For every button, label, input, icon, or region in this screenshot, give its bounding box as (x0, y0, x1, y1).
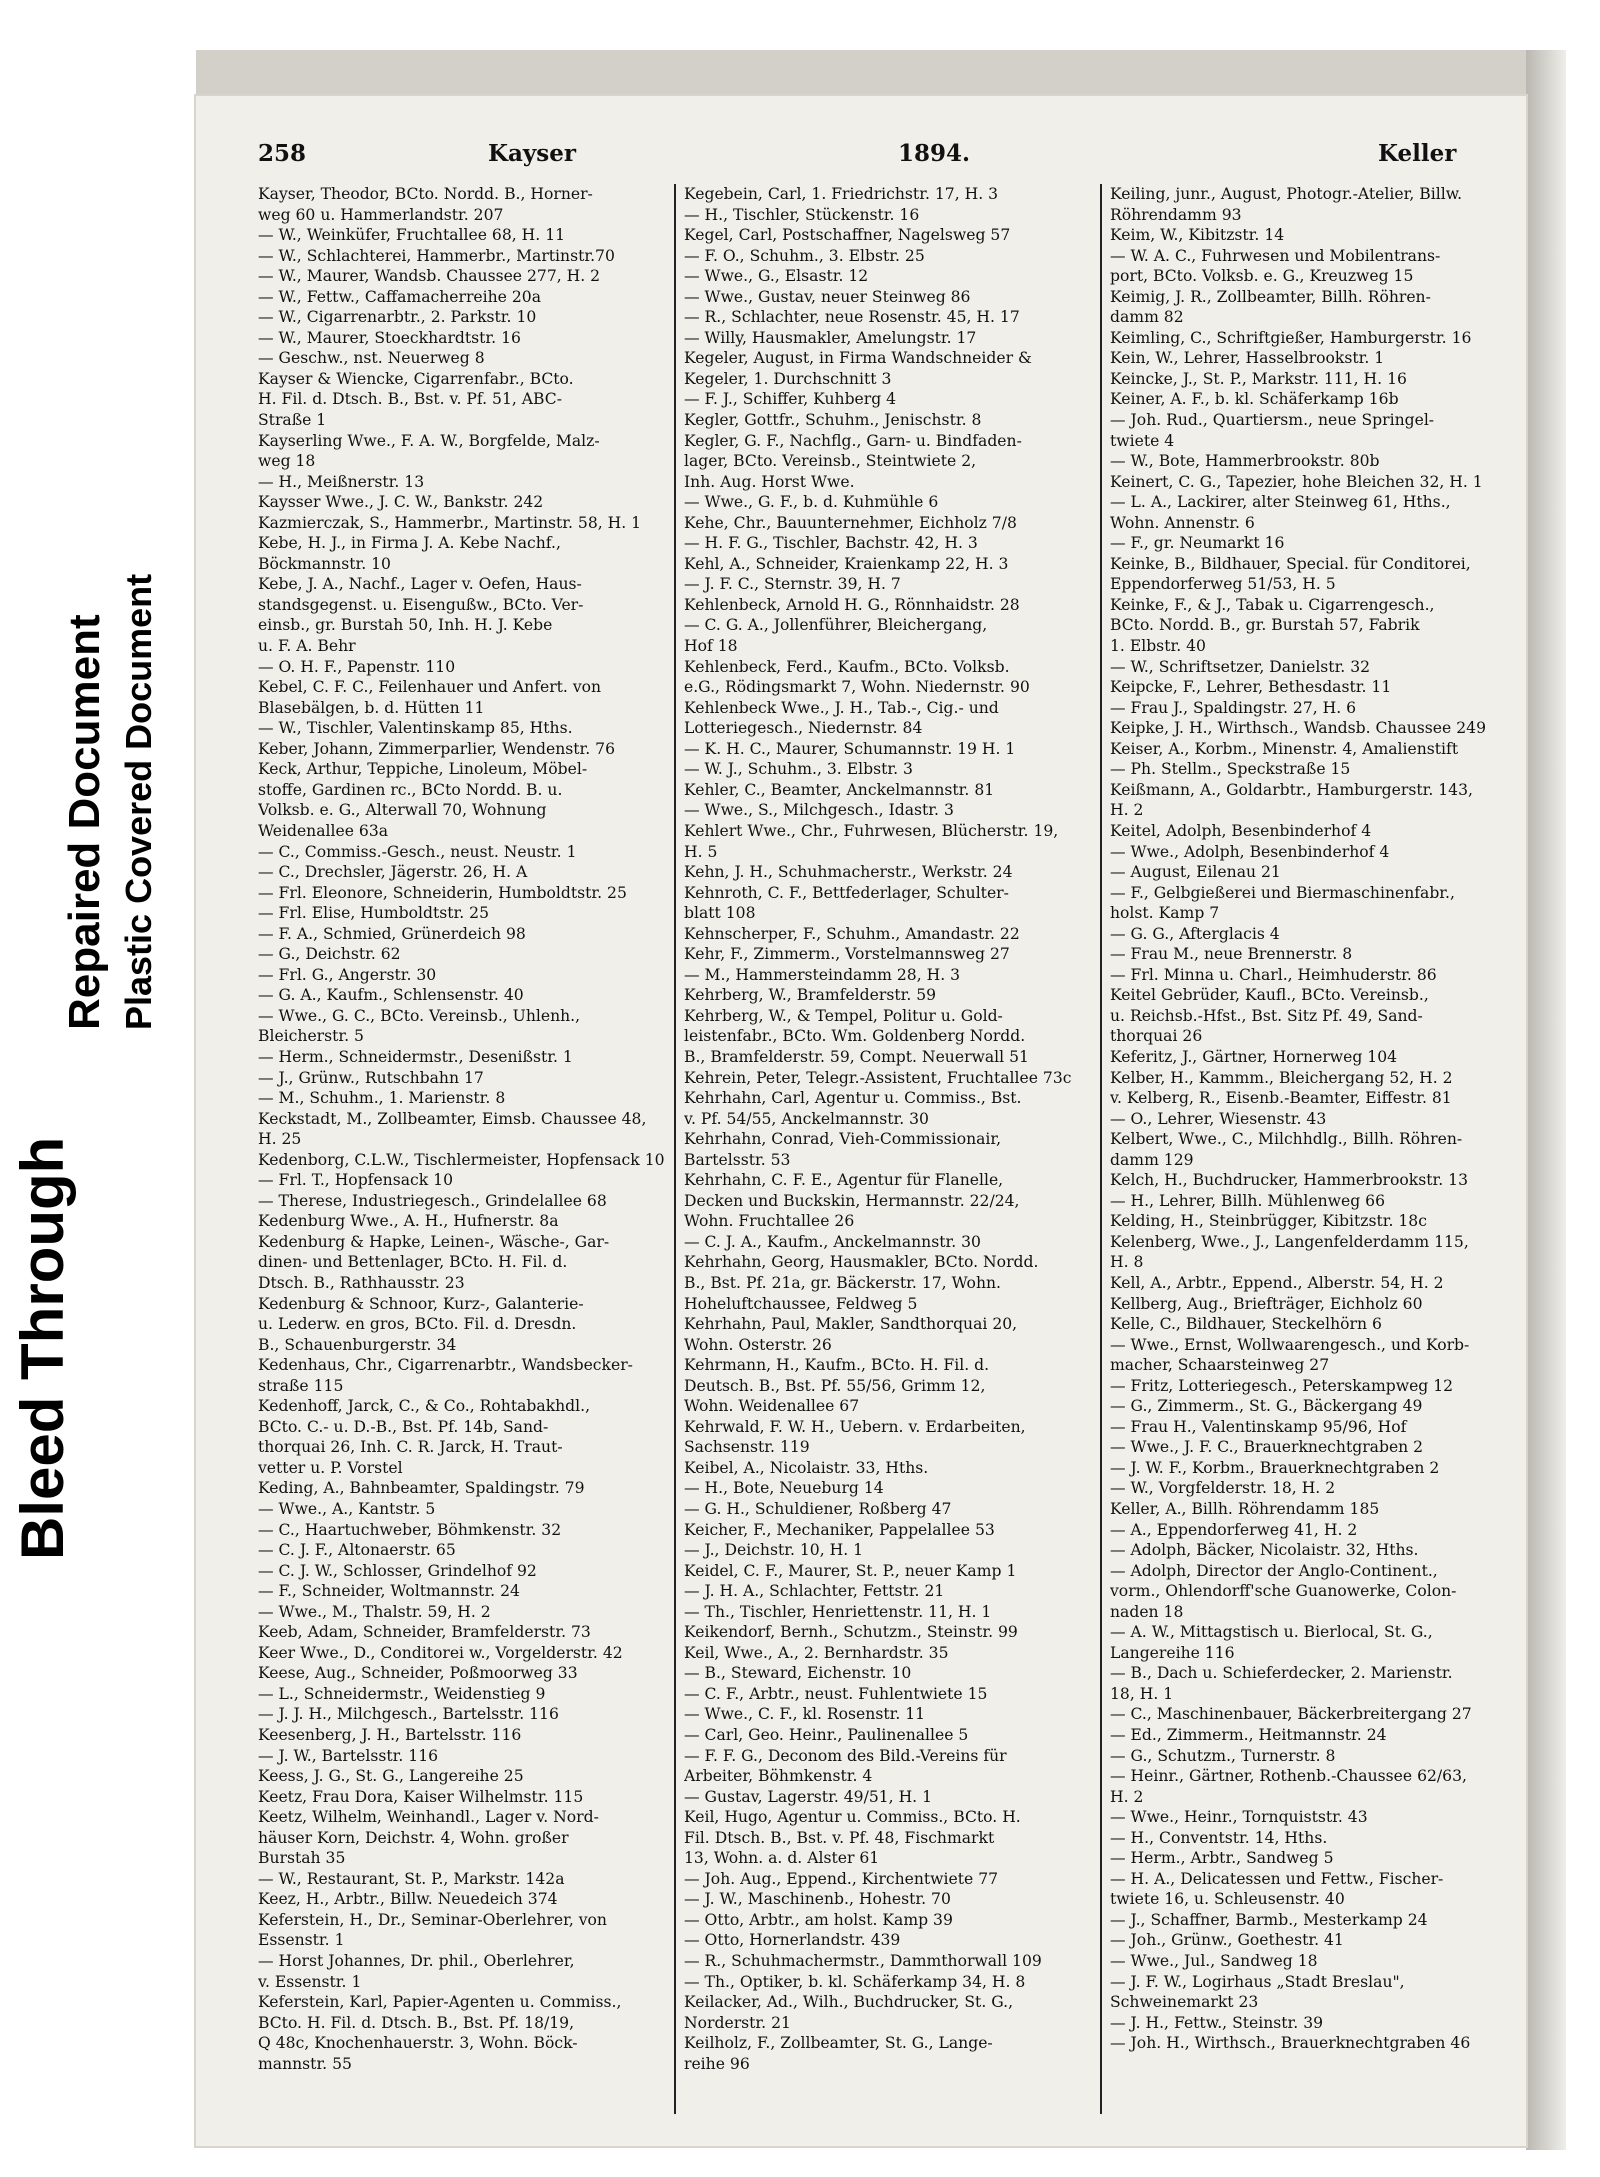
directory-entry-line: — W., Vorgfelderstr. 18, H. 2 (1110, 1479, 1336, 1498)
directory-entry-line: port, BCto. Volksb. e. G., Kreuzweg 15 (1110, 267, 1414, 286)
directory-entry-line: — J., Schaffner, Barmb., Mesterkamp 24 (1110, 1910, 1428, 1929)
directory-entry-line: lager, BCto. Vereinsb., Steintwiete 2, (684, 452, 977, 471)
directory-entry-line: leistenfabr., BCto. Wm. Goldenberg Nordd. (684, 1027, 1026, 1046)
directory-entry-line: — Adolph, Director der Anglo-Continent., (1110, 1561, 1438, 1580)
directory-entry-line: — Geschw., nst. Neuerweg 8 (258, 349, 485, 368)
directory-entry-line: — H., Lehrer, Billh. Mühlenweg 66 (1110, 1191, 1386, 1210)
directory-entry-line: Keding, A., Bahnbeamter, Spaldingstr. 79 (258, 1479, 585, 1498)
directory-entry-line: — Gustav, Lagerstr. 49/51, H. 1 (684, 1787, 933, 1806)
directory-entry-line: Keidel, C. F., Maurer, St. P., neuer Kamp 1 (684, 1561, 1017, 1580)
directory-entry-line: — R., Schlachter, neue Rosenstr. 45, H. 17 (684, 308, 1020, 327)
directory-entry-line: Kehrhahn, Conrad, Vieh-Commissionair, (684, 1130, 1002, 1149)
directory-entry-line: — Wwe., C. F., kl. Rosenstr. 11 (684, 1705, 926, 1724)
directory-entry-line: — W., Maurer, Stoeckhardtstr. 16 (258, 328, 521, 347)
directory-entry-line: Bleicherstr. 5 (258, 1027, 364, 1046)
column-divider (1100, 184, 1102, 2114)
directory-entry-line: — F., Schneider, Woltmannstr. 24 (258, 1582, 520, 1601)
directory-entry-line: — Otto, Hornerlandstr. 439 (684, 1931, 901, 1950)
directory-entry-line: Kebe, J. A., Nachf., Lager v. Oefen, Haus- (258, 575, 582, 594)
directory-entry-line: H. 8 (1110, 1253, 1144, 1272)
directory-entry-line: Keiner, A. F., b. kl. Schäferkamp 16b (1110, 390, 1399, 409)
directory-entry-line: Keinke, B., Bildhauer, Special. für Conditorei, (1110, 554, 1471, 573)
directory-entry-line: — Wwe., A., Kantstr. 5 (258, 1500, 436, 1518)
directory-entry-line: — G. H., Schuldiener, Roßberg 47 (684, 1500, 952, 1518)
directory-entry-line: — Wwe., Heinr., Tornquiststr. 43 (1110, 1808, 1368, 1827)
directory-entry-line: Kayserling Wwe., F. A. W., Borgfelde, Malz- (258, 431, 600, 450)
directory-entry-line: B., Bst. Pf. 21a, gr. Bäckerstr. 17, Wohn. (684, 1273, 1001, 1292)
directory-entry-line: Keckstadt, M., Zollbeamter, Eimsb. Chaussee 48, (258, 1109, 647, 1128)
directory-entry-line: — B., Dach u. Schieferdecker, 2. Marienstr. (1110, 1664, 1453, 1683)
directory-entry-line: — Willy, Hausmakler, Amelungstr. 17 (684, 328, 977, 347)
directory-entry-line: — W., Schriftsetzer, Danielstr. 32 (1110, 657, 1371, 676)
directory-entry-line: — F. F. G., Deconom des Bild.-Vereins für (684, 1746, 1007, 1765)
right-running-head: Keller (1378, 140, 1457, 167)
directory-entry-line: — A. W., Mittagstisch u. Bierlocal, St. G., (1110, 1623, 1433, 1642)
directory-entry-line: Kegeler, 1. Durchschnitt 3 (684, 369, 892, 388)
directory-entry-line: H. 25 (258, 1130, 302, 1149)
directory-entry-line: — C. F., Arbtr., neust. Fuhlentwiete 15 (684, 1684, 988, 1703)
directory-entry-line: holst. Kamp 7 (1110, 904, 1220, 923)
directory-entry-line: Kehrhahn, Georg, Hausmakler, BCto. Nordd. (684, 1253, 1039, 1272)
directory-entry-line: häuser Korn, Deichstr. 4, Wohn. großer (258, 1828, 569, 1847)
directory-entry-line: Keitel, Adolph, Besenbinderhof 4 (1110, 821, 1372, 840)
directory-entry-line: — J. F. W., Logirhaus „Stadt Breslau", (1110, 1972, 1405, 1991)
directory-entry-line: H. 5 (684, 842, 718, 861)
directory-entry-line: 13, Wohn. a. d. Alster 61 (684, 1849, 880, 1868)
directory-entry-line: B., Bramfelderstr. 59, Compt. Neuerwall 51 (684, 1047, 1029, 1066)
directory-entry-line: einsb., gr. Burstah 50, Inh. H. J. Kebe (258, 616, 553, 635)
directory-entry-line: — Frau M., neue Brennerstr. 8 (1110, 945, 1353, 964)
directory-entry-line: Kelenberg, Wwe., J., Langenfelderdamm 115, (1110, 1232, 1469, 1251)
directory-entry-line: — Heinr., Gärtner, Rothenb.-Chaussee 62/63, (1110, 1767, 1467, 1786)
directory-entry-line: Böckmannstr. 10 (258, 554, 391, 573)
directory-entry-line: — W., Cigarrenarbtr., 2. Parkstr. 10 (258, 308, 537, 327)
directory-entry-line: Keez, H., Arbtr., Billw. Neuedeich 374 (258, 1890, 558, 1909)
directory-entry-line: mannstr. 55 (258, 2054, 352, 2073)
directory-entry-line: naden 18 (1110, 1602, 1184, 1621)
directory-entry-line: dinen- und Bettenlager, BCto. H. Fil. d. (258, 1253, 568, 1272)
directory-entry-line: — J., Deichstr. 10, H. 1 (684, 1541, 864, 1560)
directory-entry-line: — Wwe., Ernst, Wollwaarengesch., und Korb- (1110, 1335, 1470, 1354)
directory-entry-line: — Therese, Industriegesch., Grindelallee 68 (258, 1191, 607, 1210)
page-edge-shadow (1526, 50, 1566, 2150)
directory-entry-line: — J., Grünw., Rutschbahn 17 (258, 1068, 484, 1087)
directory-entry-line: — Frl. G., Angerstr. 30 (258, 965, 437, 984)
directory-entry-line: v. Pf. 54/55, Anckelmannstr. 30 (684, 1109, 929, 1128)
directory-entry-line: e.G., Rödingsmarkt 7, Wohn. Niedernstr. 90 (684, 678, 1030, 697)
directory-entry-line: Keferitz, J., Gärtner, Hornerweg 104 (1110, 1047, 1398, 1066)
directory-entry-line: macher, Schaarsteinweg 27 (1110, 1356, 1330, 1375)
directory-entry-line: — C. J. F., Altonaerstr. 65 (258, 1541, 456, 1560)
directory-entry-line: blatt 108 (684, 904, 756, 923)
directory-entry-line: 1. Elbstr. 40 (1110, 637, 1206, 656)
directory-entry-line: Keer Wwe., D., Conditorei w., Vorgelderstr. 42 (258, 1643, 623, 1662)
directory-entry-line: — Joh. H., Wirthsch., Brauerknechtgraben 46 (1110, 2034, 1471, 2053)
directory-entry-line: — J. H., Fettw., Steinstr. 39 (1110, 2013, 1324, 2032)
directory-entry-line: Kayser, Theodor, BCto. Nordd. B., Horner- (258, 185, 593, 203)
directory-entry-line: — Frl. Eleonore, Schneiderin, Humboldtstr. 25 (258, 883, 627, 902)
directory-entry-line: Kehn, J. H., Schuhmacherstr., Werkstr. 24 (684, 863, 1013, 882)
directory-entry-line: Lotteriegesch., Niedernstr. 84 (684, 719, 923, 738)
directory-entry-line: Keiling, junr., August, Photogr.-Atelier, Billw. (1110, 185, 1463, 203)
directory-entry-line: Kebel, C. F. C., Feilenhauer und Anfert. von (258, 678, 602, 697)
year-heading: 1894. (898, 140, 971, 167)
directory-entry-line: Kehe, Chr., Bauunternehmer, Eichholz 7/8 (684, 513, 1017, 532)
directory-page (196, 96, 1526, 2146)
directory-entry-line: Kegebein, Carl, 1. Friedrichstr. 17, H. 3 (684, 185, 999, 203)
directory-entry-line: Keck, Arthur, Teppiche, Linoleum, Möbel- (258, 760, 588, 779)
directory-entry-line: weg 60 u. Hammerlandstr. 207 (258, 205, 504, 224)
directory-entry-line: — Frl. Minna u. Charl., Heimhuderstr. 86 (1110, 965, 1437, 984)
directory-entry-line: Hoheluftchaussee, Feldweg 5 (684, 1294, 918, 1313)
directory-entry-line: — Wwe., G., Elsastr. 12 (684, 267, 869, 286)
directory-entry-line: u. Reichsb.-Hfst., Bst. Sitz Pf. 49, Sand- (1110, 1006, 1423, 1025)
directory-entry-line: Kehlert Wwe., Chr., Fuhrwesen, Blücherstr. 19, (684, 821, 1059, 840)
directory-entry-line: — R., Schuhmachermstr., Dammthorwall 109 (684, 1952, 1042, 1971)
directory-entry-line: — L., Schneidermstr., Weidenstieg 9 (258, 1684, 546, 1703)
directory-entry-line: — Herm., Schneidermstr., Desenißstr. 1 (258, 1047, 573, 1066)
directory-entry-line: Keinke, F., & J., Tabak u. Cigarrengesch., (1110, 595, 1435, 614)
directory-entry-line: — C., Haartuchweber, Böhmkenstr. 32 (258, 1520, 562, 1539)
directory-entry-line: — Carl, Geo. Heinr., Paulinenallee 5 (684, 1726, 969, 1745)
directory-entry-line: Keeb, Adam, Schneider, Bramfelderstr. 73 (258, 1623, 591, 1642)
directory-entry-line: — F. A., Schmied, Grünerdeich 98 (258, 924, 526, 943)
repaired-document-label: Repaired Document (60, 614, 109, 1030)
directory-entry-line: — W., Tischler, Valentinskamp 85, Hths. (258, 719, 573, 738)
directory-entry-line: — Frau J., Spaldingstr. 27, H. 6 (1110, 698, 1357, 717)
directory-entry-line: — F., gr. Neumarkt 16 (1110, 534, 1285, 553)
directory-entry-line: BCto. H. Fil. d. Dtsch. B., Bst. Pf. 18/19, (258, 2013, 575, 2032)
directory-entry-line: — C. J. A., Kaufm., Anckelmannstr. 30 (684, 1232, 981, 1251)
directory-entry-line: — A., Eppendorferweg 41, H. 2 (1110, 1520, 1358, 1539)
directory-entry-line: Arbeiter, Böhmkenstr. 4 (684, 1767, 873, 1786)
directory-entry-line: Schweinemarkt 23 (1110, 1993, 1259, 2012)
directory-entry-line: — Wwe., Jul., Sandweg 18 (1110, 1952, 1318, 1971)
directory-entry-line: Q 48c, Knochenhauerstr. 3, Wohn. Böck- (258, 2034, 578, 2053)
directory-entry-line: — F. O., Schuhm., 3. Elbstr. 25 (684, 246, 925, 265)
directory-entry-line: Kelding, H., Steinbrügger, Kibitzstr. 18c (1110, 1212, 1427, 1231)
directory-entry-line: Kegler, G. F., Nachflg., Garn- u. Bindfaden- (684, 431, 1022, 450)
directory-entry-line: Kehrwald, F. W. H., Uebern. v. Erdarbeiten, (684, 1417, 1026, 1436)
directory-entry-line: Keimling, C., Schriftgießer, Hamburgerstr. 16 (1110, 328, 1472, 347)
directory-entry-line: Deutsch. B., Bst. Pf. 55/56, Grimm 12, (684, 1376, 986, 1395)
directory-entry-line: — Joh. Aug., Eppend., Kirchentwiete 77 (684, 1869, 999, 1888)
directory-entry-line: Keferstein, H., Dr., Seminar-Oberlehrer, von (258, 1910, 607, 1929)
directory-entry-line: Keller, A., Billh. Röhrendamm 185 (1110, 1500, 1380, 1518)
directory-entry-line: Dtsch. B., Rathhausstr. 23 (258, 1273, 465, 1292)
directory-entry-line: 18, H. 1 (1110, 1684, 1174, 1703)
directory-entry-line: Kehnroth, C. F., Bettfederlager, Schulter- (684, 883, 1009, 902)
directory-entry-line: Kedenburg & Hapke, Leinen-, Wäsche-, Gar- (258, 1232, 610, 1251)
directory-entry-line: — Joh., Grünw., Goethestr. 41 (1110, 1931, 1344, 1950)
directory-entry-line: Keinert, C. G., Tapezier, hohe Bleichen 32, H. 1 (1110, 472, 1483, 491)
directory-entry-line: — O. H. F., Papenstr. 110 (258, 657, 456, 676)
directory-entry-line: Keipke, J. H., Wirthsch., Wandsb. Chaussee 249 (1110, 719, 1486, 738)
directory-entry-line: Keicher, F., Mechaniker, Pappelallee 53 (684, 1520, 995, 1539)
directory-entry-line: twiete 16, u. Schleusenstr. 40 (1110, 1890, 1345, 1909)
bleed-through-label: Bleed Through (9, 1136, 76, 1560)
directory-entry-line: — Fritz, Lotteriegesch., Peterskampweg 12 (1110, 1376, 1454, 1395)
directory-entry-line: Kehrberg, W., & Tempel, Politur u. Gold- (684, 1006, 1003, 1025)
scan-annotation-margin (0, 0, 200, 2177)
directory-entry-line: Keesenberg, J. H., Bartelsstr. 116 (258, 1726, 522, 1745)
directory-entry-line: Kehl, A., Schneider, Kraienkamp 22, H. 3 (684, 554, 1009, 573)
directory-entry-line: Keferstein, Karl, Papier-Agenten u. Commiss., (258, 1993, 622, 2012)
directory-entry-line: Kehrhahn, Carl, Agentur u. Commiss., Bst. (684, 1089, 1022, 1108)
page-number: 258 (258, 140, 307, 167)
directory-entry-line: — Th., Tischler, Henriettenstr. 11, H. 1 (684, 1602, 992, 1621)
directory-entry-line: — H. A., Delicatessen und Fettw., Fischer- (1110, 1869, 1444, 1888)
directory-entry-line: Fil. Dtsch. B., Bst. v. Pf. 48, Fischmarkt (684, 1828, 995, 1847)
directory-entry-line: Keitel Gebrüder, Kaufl., BCto. Vereinsb., (1110, 986, 1429, 1005)
directory-entry-line: Keibel, A., Nicolaistr. 33, Hths. (684, 1458, 929, 1477)
directory-entry-line: Keipcke, F., Lehrer, Bethesdastr. 11 (1110, 678, 1392, 697)
directory-entry-line: — C., Drechsler, Jägerstr. 26, H. A (258, 863, 528, 882)
directory-entry-line: Kedenborg, C.L.W., Tischlermeister, Hopfensack 10 (258, 1150, 665, 1169)
directory-entry-line: Keil, Hugo, Agentur u. Commiss., BCto. H. (684, 1808, 1021, 1827)
directory-entry-line: Hof 18 (684, 637, 738, 656)
directory-entry-line: Blasebälgen, b. d. Hütten 11 (258, 698, 485, 717)
directory-entry-line: Sachsenstr. 119 (684, 1438, 810, 1457)
scanner-edge-shadow (196, 50, 1526, 96)
directory-entry-line: Essenstr. 1 (258, 1931, 345, 1950)
directory-entry-line: u. Lederw. en gros, BCto. Fil. d. Dresdn. (258, 1315, 577, 1334)
directory-entry-line: Kegeler, August, in Firma Wandschneider & (684, 349, 1032, 368)
directory-entry-line: Kelch, H., Buchdrucker, Hammerbrookstr. 13 (1110, 1171, 1469, 1190)
directory-entry-line: — G., Zimmerm., St. G., Bäckergang 49 (1110, 1397, 1423, 1416)
directory-entry-line: — J. W., Maschinenb., Hohestr. 70 (684, 1890, 951, 1909)
directory-entry-line: — K. H. C., Maurer, Schumannstr. 19 H. 1 (684, 739, 1016, 758)
directory-entry-line: — Wwe., S., Milchgesch., Idastr. 3 (684, 801, 954, 820)
directory-entry-line: — Ph. Stellm., Speckstraße 15 (1110, 760, 1351, 779)
directory-entry-line: Kebe, H. J., in Firma J. A. Kebe Nachf., (258, 534, 561, 553)
directory-entry-line: Kehrhahn, Paul, Makler, Sandthorquai 20, (684, 1315, 1018, 1334)
directory-entry-line: Langereihe 116 (1110, 1643, 1235, 1662)
directory-entry-line: stoffe, Gardinen rc., BCto Nordd. B. u. (258, 780, 563, 799)
directory-entry-line: Kehr, F., Zimmerm., Vorstelmannsweg 27 (684, 945, 1010, 964)
directory-entry-line: — Wwe., G. C., BCto. Vereinsb., Uhlenh., (258, 1006, 581, 1025)
directory-entry-line: — W., Schlachterei, Hammerbr., Martinstr.70 (258, 246, 615, 265)
directory-entry-line: — W. A. C., Fuhrwesen und Mobilentrans- (1110, 246, 1441, 265)
directory-entry-line: — M., Schuhm., 1. Marienstr. 8 (258, 1089, 506, 1108)
directory-entry-line: Kehlenbeck, Ferd., Kaufm., BCto. Volksb. (684, 657, 1010, 676)
directory-entry-line: — F., Gelbgießerei und Biermaschinenfabr., (1110, 883, 1455, 902)
directory-entry-line: Keimig, J. R., Zollbeamter, Billh. Röhren- (1110, 287, 1431, 306)
directory-entry-line: — W., Bote, Hammerbrookstr. 80b (1110, 452, 1380, 471)
directory-entry-line: — J. W., Bartelsstr. 116 (258, 1746, 439, 1765)
directory-entry-line: Kelbert, Wwe., C., Milchhdlg., Billh. Röhren- (1110, 1130, 1463, 1149)
directory-entry-line: — W., Maurer, Wandsb. Chaussee 277, H. 2 (258, 267, 601, 286)
directory-entry-line: Bartelsstr. 53 (684, 1150, 791, 1169)
directory-entry-line: — O., Lehrer, Wiesenstr. 43 (1110, 1109, 1327, 1128)
directory-entry-line: — H., Conventstr. 14, Hths. (1110, 1828, 1328, 1847)
directory-entry-line: Kegel, Carl, Postschaffner, Nagelsweg 57 (684, 226, 1011, 245)
directory-entry-line: Kehlenbeck Wwe., J. H., Tab.-, Cig.- und (684, 698, 999, 717)
directory-entry-line: B., Schauenburgerstr. 34 (258, 1335, 457, 1354)
directory-entry-line: Keetz, Frau Dora, Kaiser Wilhelmstr. 115 (258, 1787, 584, 1806)
directory-entry-line: — H., Tischler, Stückenstr. 16 (684, 205, 920, 224)
directory-entry-line: — C., Commiss.-Gesch., neust. Neustr. 1 (258, 842, 577, 861)
directory-entry-line: — C., Maschinenbauer, Bäckerbreitergang 27 (1110, 1705, 1472, 1724)
directory-entry-line: Keißmann, A., Goldarbtr., Hamburgerstr. 143, (1110, 780, 1473, 799)
directory-entry-line: Wohn. Annenstr. 6 (1110, 513, 1255, 532)
directory-column-left (258, 184, 668, 2074)
left-running-head: Kayser (488, 140, 576, 167)
directory-entry-line: — J. W. F., Korbm., Brauerknechtgraben 2 (1110, 1458, 1440, 1477)
directory-entry-line: — Wwe., G. F., b. d. Kuhmühle 6 (684, 493, 939, 512)
directory-entry-line: Keim, W., Kibitzstr. 14 (1110, 226, 1285, 245)
directory-entry-line: — G. A., Kaufm., Schlensenstr. 40 (258, 986, 524, 1005)
directory-entry-line: — Frl. T., Hopfensack 10 (258, 1171, 453, 1190)
directory-entry-line: — J. H. A., Schlachter, Fettstr. 21 (684, 1582, 945, 1601)
directory-entry-line: Kehlenbeck, Arnold H. G., Rönnhaidstr. 28 (684, 595, 1020, 614)
directory-entry-line: — Th., Optiker, b. kl. Schäferkamp 34, H. 8 (684, 1972, 1026, 1991)
directory-entry-line: H. Fil. d. Dtsch. B., Bst. v. Pf. 51, ABC- (258, 390, 563, 409)
directory-entry-line: — F. J., Schiffer, Kuhberg 4 (684, 390, 897, 409)
directory-entry-line: Kegler, Gottfr., Schuhm., Jenischstr. 8 (684, 411, 982, 430)
directory-entry-line: — G., Deichstr. 62 (258, 945, 401, 964)
directory-entry-line: — Herm., Arbtr., Sandweg 5 (1110, 1849, 1334, 1868)
directory-entry-line: Kedenburg & Schnoor, Kurz-, Galanterie- (258, 1294, 584, 1313)
directory-entry-line: Kaysser Wwe., J. C. W., Bankstr. 242 (258, 493, 544, 512)
directory-entry-line: — H. F. G., Tischler, Bachstr. 42, H. 3 (684, 534, 978, 553)
directory-entry-line: Kedenburg Wwe., A. H., Hufnerstr. 8a (258, 1212, 559, 1231)
directory-entry-line: Keiser, A., Korbm., Minenstr. 4, Amalienstift (1110, 739, 1459, 758)
directory-entry-line: standsgegenst. u. Eisengußw., BCto. Ver- (258, 595, 584, 614)
directory-entry-line: — Adolph, Bäcker, Nicolaistr. 32, Hths. (1110, 1541, 1419, 1560)
directory-entry-line: damm 129 (1110, 1150, 1194, 1169)
directory-entry-line: straße 115 (258, 1376, 344, 1395)
directory-entry-line: Wohn. Osterstr. 26 (684, 1335, 832, 1354)
column-divider (674, 184, 676, 2114)
directory-entry-line: Keincke, J., St. P., Markstr. 111, H. 16 (1110, 369, 1407, 388)
directory-entry-line: Burstah 35 (258, 1849, 346, 1868)
directory-entry-line: thorquai 26 (1110, 1027, 1203, 1046)
directory-entry-line: — Frl. Elise, Humboldtstr. 25 (258, 904, 490, 923)
directory-entry-line: Kehrein, Peter, Telegr.-Assistent, Fruchtallee 73c (684, 1068, 1072, 1087)
directory-entry-line: Volksb. e. G., Alterwall 70, Wohnung (258, 801, 547, 820)
directory-entry-line: Keil, Wwe., A., 2. Bernhardstr. 35 (684, 1643, 949, 1662)
directory-entry-line: u. F. A. Behr (258, 637, 356, 656)
directory-entry-line: Kelle, C., Bildhauer, Steckelhörn 6 (1110, 1315, 1382, 1334)
directory-entry-line: Eppendorferweg 51/53, H. 5 (1110, 575, 1336, 594)
directory-entry-line: Röhrendamm 93 (1110, 205, 1242, 224)
directory-entry-line: Straße 1 (258, 411, 327, 430)
directory-entry-line: Kelber, H., Kammm., Bleichergang 52, H. 2 (1110, 1068, 1453, 1087)
directory-entry-line: Kehler, C., Beamter, Anckelmannstr. 81 (684, 780, 995, 799)
directory-entry-line: weg 18 (258, 452, 316, 471)
directory-entry-line: — C. G. A., Jollenführer, Bleichergang, (684, 616, 988, 635)
directory-entry-line: — J. J. H., Milchgesch., Bartelsstr. 116 (258, 1705, 559, 1724)
directory-entry-line: — Wwe., Adolph, Besenbinderhof 4 (1110, 842, 1390, 861)
directory-entry-line: Kehrberg, W., Bramfelderstr. 59 (684, 986, 937, 1005)
directory-entry-line: — B., Steward, Eichenstr. 10 (684, 1664, 912, 1683)
directory-entry-line: — Wwe., J. F. C., Brauerknechtgraben 2 (1110, 1438, 1424, 1457)
directory-entry-line: Inh. Aug. Horst Wwe. (684, 472, 855, 491)
directory-entry-line: — August, Eilenau 21 (1110, 863, 1281, 882)
directory-entry-line: Keber, Johann, Zimmerparlier, Wendenstr. 76 (258, 739, 616, 758)
directory-entry-line: — W., Restaurant, St. P., Markstr. 142a (258, 1869, 565, 1888)
directory-column-middle (684, 184, 1094, 2074)
directory-entry-line: — Frau H., Valentinskamp 95/96, Hof (1110, 1417, 1407, 1436)
directory-entry-line: — W., Fettw., Caffamacherreihe 20a (258, 287, 542, 306)
directory-entry-line: Norderstr. 21 (684, 2013, 791, 2032)
directory-entry-line: — Ed., Zimmerm., Heitmannstr. 24 (1110, 1726, 1387, 1745)
directory-entry-line: Kayser & Wiencke, Cigarrenfabr., BCto. (258, 369, 574, 388)
directory-entry-line: Wohn. Fruchtallee 26 (684, 1212, 855, 1231)
directory-entry-line: — Joh. Rud., Quartiersm., neue Springel- (1110, 411, 1435, 430)
directory-entry-line: Kein, W., Lehrer, Hasselbrookstr. 1 (1110, 349, 1385, 368)
directory-entry-line: Wohn. Weidenallee 67 (684, 1397, 860, 1416)
directory-entry-line: — Wwe., M., Thalstr. 59, H. 2 (258, 1602, 491, 1621)
directory-entry-line: Keetz, Wilhelm, Weinhandl., Lager v. Nord- (258, 1808, 599, 1827)
directory-entry-line: BCto. C.- u. D.-B., Bst. Pf. 14b, Sand- (258, 1417, 549, 1436)
directory-entry-line: — H., Bote, Neueburg 14 (684, 1479, 884, 1498)
directory-entry-line: vetter u. P. Vorstel (258, 1458, 403, 1477)
directory-entry-line: — Wwe., Gustav, neuer Steinweg 86 (684, 287, 971, 306)
directory-entry-line: Kehnscherper, F., Schuhm., Amandastr. 22 (684, 924, 1020, 943)
directory-entry-line: Kellberg, Aug., Briefträger, Eichholz 60 (1110, 1294, 1423, 1313)
directory-entry-line: vorm., Ohlendorff'sche Guanowerke, Colon- (1110, 1582, 1457, 1601)
directory-entry-line: damm 82 (1110, 308, 1184, 327)
directory-entry-line: Keilacker, Ad., Wilh., Buchdrucker, St. G., (684, 1993, 1014, 2012)
directory-entry-line: — L. A., Lackirer, alter Steinweg 61, Hths., (1110, 493, 1451, 512)
directory-entry-line: Kazmierczak, S., Hammerbr., Martinstr. 58, H. 1 (258, 513, 642, 532)
directory-entry-line: thorquai 26, Inh. C. R. Jarck, H. Traut- (258, 1438, 563, 1457)
directory-entry-line: — W., Weinküfer, Fruchtallee 68, H. 11 (258, 226, 566, 245)
plastic-covered-label: Plastic Covered Document (118, 573, 159, 1030)
directory-entry-line: Kell, A., Arbtr., Eppend., Alberstr. 54, H. 2 (1110, 1273, 1444, 1292)
directory-column-right (1110, 184, 1510, 2054)
directory-entry-line: — M., Hammersteindamm 28, H. 3 (684, 965, 961, 984)
directory-entry-line: Kedenhoff, Jarck, C., & Co., Rohtabakhdl., (258, 1397, 591, 1416)
directory-entry-line: Kedenhaus, Chr., Cigarrenarbtr., Wandsbecker- (258, 1356, 633, 1375)
directory-entry-line: v. Kelberg, R., Eisenb.-Beamter, Eiffestr. 81 (1110, 1089, 1452, 1108)
directory-entry-line: Weidenallee 63a (258, 821, 389, 840)
directory-entry-line: — H., Meißnerstr. 13 (258, 472, 425, 491)
directory-entry-line: — J. F. C., Sternstr. 39, H. 7 (684, 575, 901, 594)
directory-entry-line: Keess, J. G., St. G., Langereihe 25 (258, 1767, 524, 1786)
directory-entry-line: twiete 4 (1110, 431, 1175, 450)
page-header (258, 140, 1486, 176)
directory-entry-line: BCto. Nordd. B., gr. Burstah 57, Fabrik (1110, 616, 1420, 635)
directory-entry-line: H. 2 (1110, 801, 1144, 820)
directory-entry-line: Keese, Aug., Schneider, Poßmoorweg 33 (258, 1664, 578, 1683)
directory-entry-line: — C. J. W., Schlosser, Grindelhof 92 (258, 1561, 537, 1580)
directory-entry-line: — Otto, Arbtr., am holst. Kamp 39 (684, 1910, 953, 1929)
directory-entry-line: Keilholz, F., Zollbeamter, St. G., Lange- (684, 2034, 993, 2053)
directory-entry-line: Decken und Buckskin, Hermannstr. 22/24, (684, 1191, 1020, 1210)
directory-entry-line: Kehrhahn, C. F. E., Agentur für Flanelle, (684, 1171, 1004, 1190)
directory-entry-line: — W. J., Schuhm., 3. Elbstr. 3 (684, 760, 913, 779)
directory-entry-line: Keikendorf, Bernh., Schutzm., Steinstr. 99 (684, 1623, 1018, 1642)
directory-entry-line: — Horst Johannes, Dr. phil., Oberlehrer, (258, 1952, 575, 1971)
directory-entry-line: v. Essenstr. 1 (258, 1972, 362, 1991)
directory-entry-line: — G. G., Afterglacis 4 (1110, 924, 1280, 943)
directory-entry-line: Kehrmann, H., Kaufm., BCto. H. Fil. d. (684, 1356, 990, 1375)
directory-entry-line: — G., Schutzm., Turnerstr. 8 (1110, 1746, 1336, 1765)
directory-entry-line: H. 2 (1110, 1787, 1144, 1806)
directory-entry-line: reihe 96 (684, 2054, 750, 2073)
